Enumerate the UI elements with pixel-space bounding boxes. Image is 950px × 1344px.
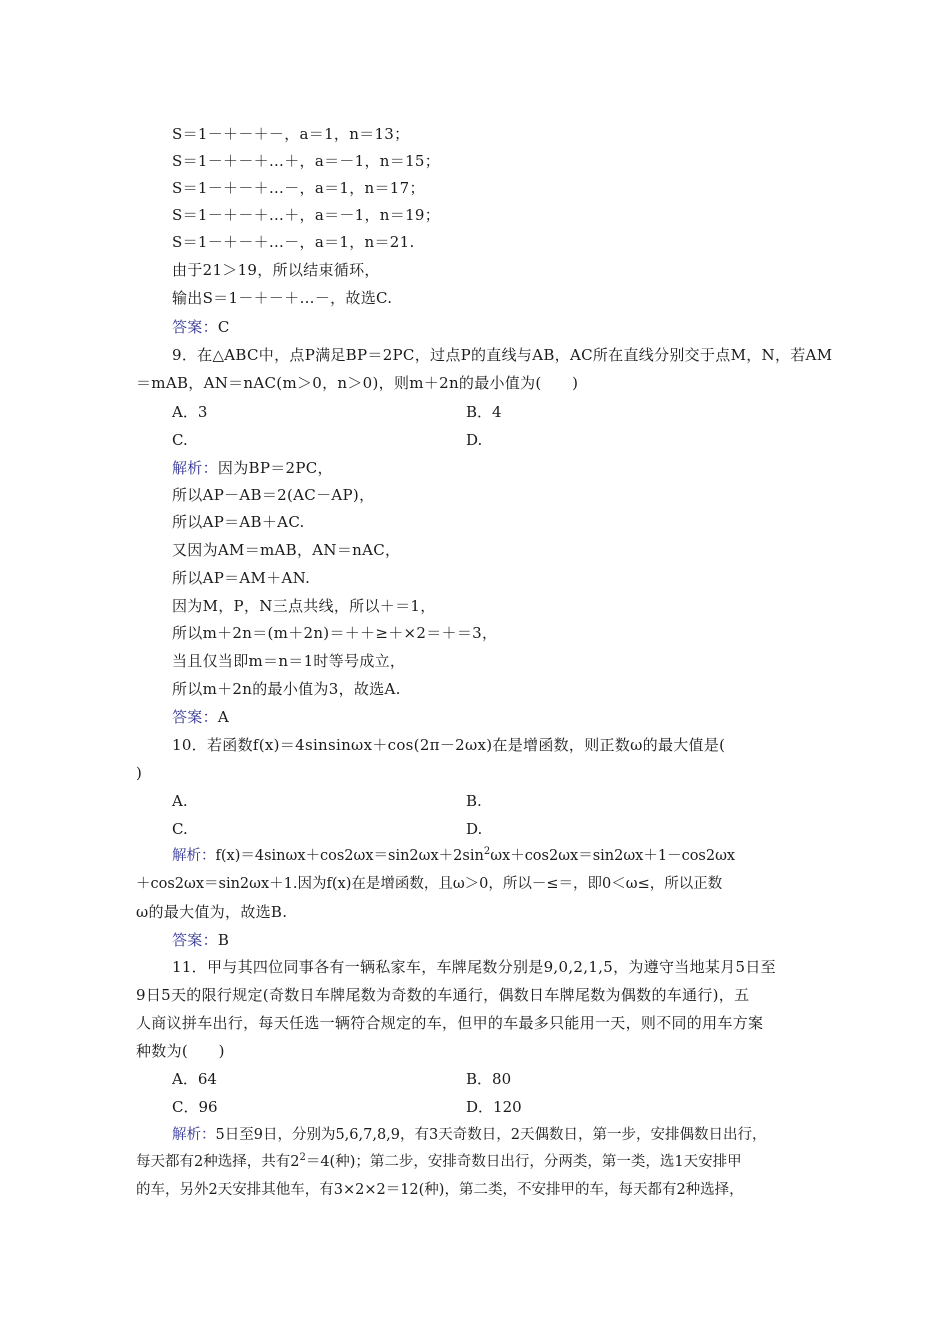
q9-option-c: C. bbox=[172, 431, 188, 449]
q9-analysis-line: 所以m＋2n＝(m＋2n)＝＋＋≥＋×2＝＋＝3， bbox=[172, 624, 498, 642]
q10-option-b: B. bbox=[466, 792, 482, 810]
q10-analysis: 解析：$f(x)=4\sin\omega x+\cos 2\omega x=\sin 2\omega x+2\sin^2\omega x+\cos 2\omega x=\sin 2\omega x+1-\cos 2\omega x$ bbox=[172, 846, 736, 864]
q9-analysis-line: 所以AP＝AB＋AC. bbox=[172, 513, 305, 531]
q9-analysis-line: 因为M，P，N三点共线，所以＋＝1， bbox=[172, 597, 436, 615]
q11-stem-cont: 9日5天的限行规定(奇数日车牌尾数为奇数的车通行，偶数日车牌尾数为偶数的车通行)，五 bbox=[136, 986, 750, 1004]
q9-analysis: 解析：因为BP＝2PC， bbox=[172, 459, 333, 477]
q9-analysis-line: 所以AP－AB＝2(AC－AP)， bbox=[172, 486, 375, 504]
q11-option-a: A．64 bbox=[172, 1070, 217, 1088]
q11-stem: 11．甲与其四位同事各有一辆私家车，车牌尾数分别是9,0,2,1,5，为遵守当地某月5日至 bbox=[172, 958, 776, 976]
q9-analysis-line: 所以m＋2n的最小值为3，故选A. bbox=[172, 680, 401, 698]
q9-analysis-line: 当且仅当即m＝n＝1时等号成立， bbox=[172, 652, 406, 670]
loop-line: S＝1－＋－＋…＋，a＝－1，n＝19； bbox=[172, 206, 441, 224]
q9-stem: 9．在△ABC中，点P满足BP＝2PC，过点P的直线与AB，AC所在直线分别交于点M，N，若AM bbox=[172, 346, 833, 364]
q11-stem-cont: 人商议拼车出行，每天任选一辆符合规定的车，但甲的车最多只能用一天，则不同的用车方案 bbox=[136, 1014, 764, 1032]
loop-end: 由于21＞19，所以结束循环， bbox=[172, 261, 380, 279]
analysis-label: 解析： bbox=[172, 1127, 216, 1143]
q8-answer: 答案：C bbox=[172, 318, 230, 336]
q11-option-b: B．80 bbox=[466, 1070, 512, 1088]
q10-stem: 10．若函数f(x)＝4sinsinωx＋cos(2π－2ωx)在是增函数，则正数ω的最大值是( bbox=[172, 736, 726, 754]
q9-stem-cont: ＝mAB，AN＝nAC(m＞0，n＞0)，则m＋2n的最小值为( ) bbox=[136, 374, 579, 392]
q9-option-d: D. bbox=[466, 431, 483, 449]
q10-option-c: C. bbox=[172, 820, 188, 838]
loop-line: S＝1－＋－＋…－，a＝1，n＝21. bbox=[172, 233, 415, 251]
q11-stem-cont: 种数为( ) bbox=[136, 1042, 225, 1060]
q9-analysis-line: 所以AP＝AM＋AN. bbox=[172, 569, 311, 587]
q10-option-a: A. bbox=[172, 792, 188, 810]
output-line: 输出S＝1－＋－＋…－，故选C. bbox=[172, 289, 393, 307]
loop-line: S＝1－＋－＋…＋，a＝－1，n＝15； bbox=[172, 152, 441, 170]
q10-analysis-line: ＋cos2ωx＝sin2ωx＋1.因为f(x)在是增函数，且ω＞0，所以－≤＝，即0＜ω≤，所以正数 bbox=[136, 876, 723, 892]
answer-label: 答案： bbox=[172, 708, 218, 726]
q9-answer: 答案：A bbox=[172, 708, 230, 726]
loop-line: S＝1－＋－＋…－，a＝1，n＝17； bbox=[172, 179, 425, 197]
q9-analysis-line: 又因为AM＝mAB，AN＝nAC， bbox=[172, 541, 401, 559]
q11-analysis-line: 每天都有2种选择，共有$2^2=4$(种)；第二步，安排奇数日出行，分两类，第一类，选1天安排甲 bbox=[136, 1152, 742, 1170]
q10-stem-cont: ) bbox=[136, 764, 143, 782]
analysis-label: 解析： bbox=[172, 848, 216, 864]
q11-analysis-line: 的车，另外2天安排其他车，有3×2×2＝12(种)，第二类，不安排甲的车，每天都有2种选择， bbox=[136, 1182, 744, 1198]
q9-option-a: A．3 bbox=[172, 403, 208, 421]
q9-option-b: B．4 bbox=[466, 403, 502, 421]
q10-option-d: D. bbox=[466, 820, 483, 838]
loop-line: S＝1－＋－＋－，a＝1，n＝13； bbox=[172, 125, 410, 143]
q10-answer: 答案：B bbox=[172, 931, 230, 949]
q11-option-d: D．120 bbox=[466, 1098, 522, 1116]
q10-analysis-line: ω的最大值为，故选B. bbox=[136, 903, 288, 921]
q11-option-c: C．96 bbox=[172, 1098, 218, 1116]
q11-analysis: 解析：5日至9日，分别为5,6,7,8,9，有3天奇数日，2天偶数日，第一步，安排偶数日出行， bbox=[172, 1127, 767, 1143]
answer-label: 答案： bbox=[172, 318, 218, 336]
answer-label: 答案： bbox=[172, 931, 218, 949]
analysis-label: 解析： bbox=[172, 459, 218, 477]
